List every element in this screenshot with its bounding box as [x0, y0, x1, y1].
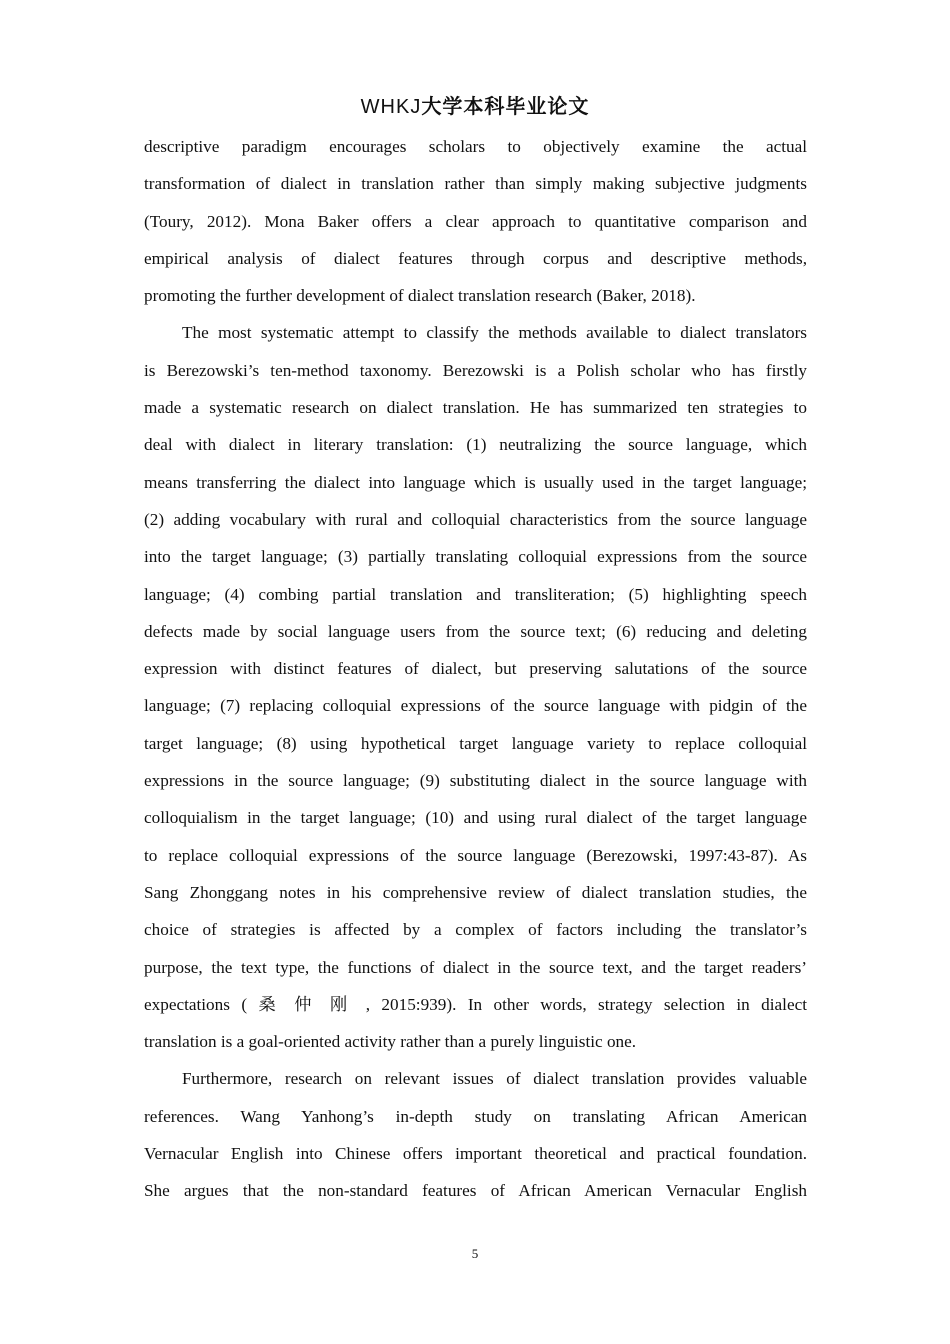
- text-line: Furthermore, research on relevant issues of dialect translation provides valuable: [182, 1069, 807, 1089]
- text-line: empirical analysis of dialect features through corpus and descriptive methods,: [144, 248, 807, 268]
- text-line: means transferring the dialect into language which is usually used in the target language;: [144, 472, 807, 492]
- text-line: is Berezowski’s ten-method taxonomy. Berezowski is a Polish scholar who has firstly: [144, 360, 807, 380]
- text-line: expectations ( 桑 仲 刚 , 2015:939). In other words, strategy selection in dialect: [144, 994, 807, 1014]
- text-line: translation is a goal-oriented activity rather than a purely linguistic one.: [144, 1032, 637, 1052]
- text-line: (2) adding vocabulary with rural and colloquial characteristics from the source language: [144, 509, 807, 529]
- text-line: expression with distinct features of dialect, but preserving salutations of the source: [144, 659, 807, 679]
- running-header: [0, 93, 950, 120]
- text-line: language; (7) replacing colloquial expressions of the source language with pidgin of the: [144, 696, 807, 716]
- text-line: Sang Zhonggang notes in his comprehensive review of dialect translation studies, the: [144, 882, 807, 902]
- text-line: choice of strategies is affected by a complex of factors including the translator’s: [144, 920, 807, 940]
- paragraph-wang-yanhong: [144, 1060, 807, 1209]
- text-line: references. Wang Yanhong’s in-depth study on translating African American: [144, 1106, 807, 1126]
- text-line: to replace colloquial expressions of the source language (Berezowski, 1997:43-87). As: [144, 845, 807, 865]
- text-line: target language; (8) using hypothetical target language variety to replace colloquial: [144, 733, 807, 753]
- body-text: [144, 128, 807, 1210]
- text-line: made a systematic research on dialect translation. He has summarized ten strategies to: [144, 398, 807, 418]
- paragraph-berezowski: [144, 314, 807, 1060]
- running-header-latin: WHKJ: [360, 96, 422, 118]
- text-line: descriptive paradigm encourages scholars to objectively examine the actual: [144, 137, 807, 156]
- text-line: Vernacular English into Chinese offers important theoretical and practical foundation.: [144, 1144, 807, 1164]
- text-line: The most systematic attempt to classify the methods available to dialect translators: [182, 323, 807, 343]
- paragraph-continued: [144, 128, 807, 314]
- text-line: She argues that the non-standard features of African American Vernacular English: [144, 1181, 807, 1201]
- page-number: 5: [471, 1246, 479, 1261]
- text-line: language; (4) combing partial translation and transliteration; (5) highlighting speech: [144, 584, 807, 604]
- text-line: expressions in the source language; (9) substituting dialect in the source language with: [144, 771, 807, 791]
- text-line: into the target language; (3) partially translating colloquial expressions from the source: [144, 547, 807, 567]
- text-line: (Toury, 2012). Mona Baker offers a clear approach to quantitative comparison and: [144, 211, 807, 231]
- text-line: transformation of dialect in translation rather than simply making subjective judgments: [144, 174, 807, 194]
- text-line: promoting the further development of dialect translation research (Baker, 2018).: [144, 286, 696, 306]
- text-line: defects made by social language users from the source text; (6) reducing and deleting: [144, 621, 807, 641]
- running-header-title: 大学本科毕业论文: [421, 94, 590, 118]
- text-line: purpose, the text type, the functions of dialect in the source text, and the target readers’: [144, 957, 807, 977]
- text-line: deal with dialect in literary translation: (1) neutralizing the source language, which: [144, 435, 807, 455]
- text-line: colloquialism in the target language; (10) and using rural dialect of the target language: [144, 808, 807, 828]
